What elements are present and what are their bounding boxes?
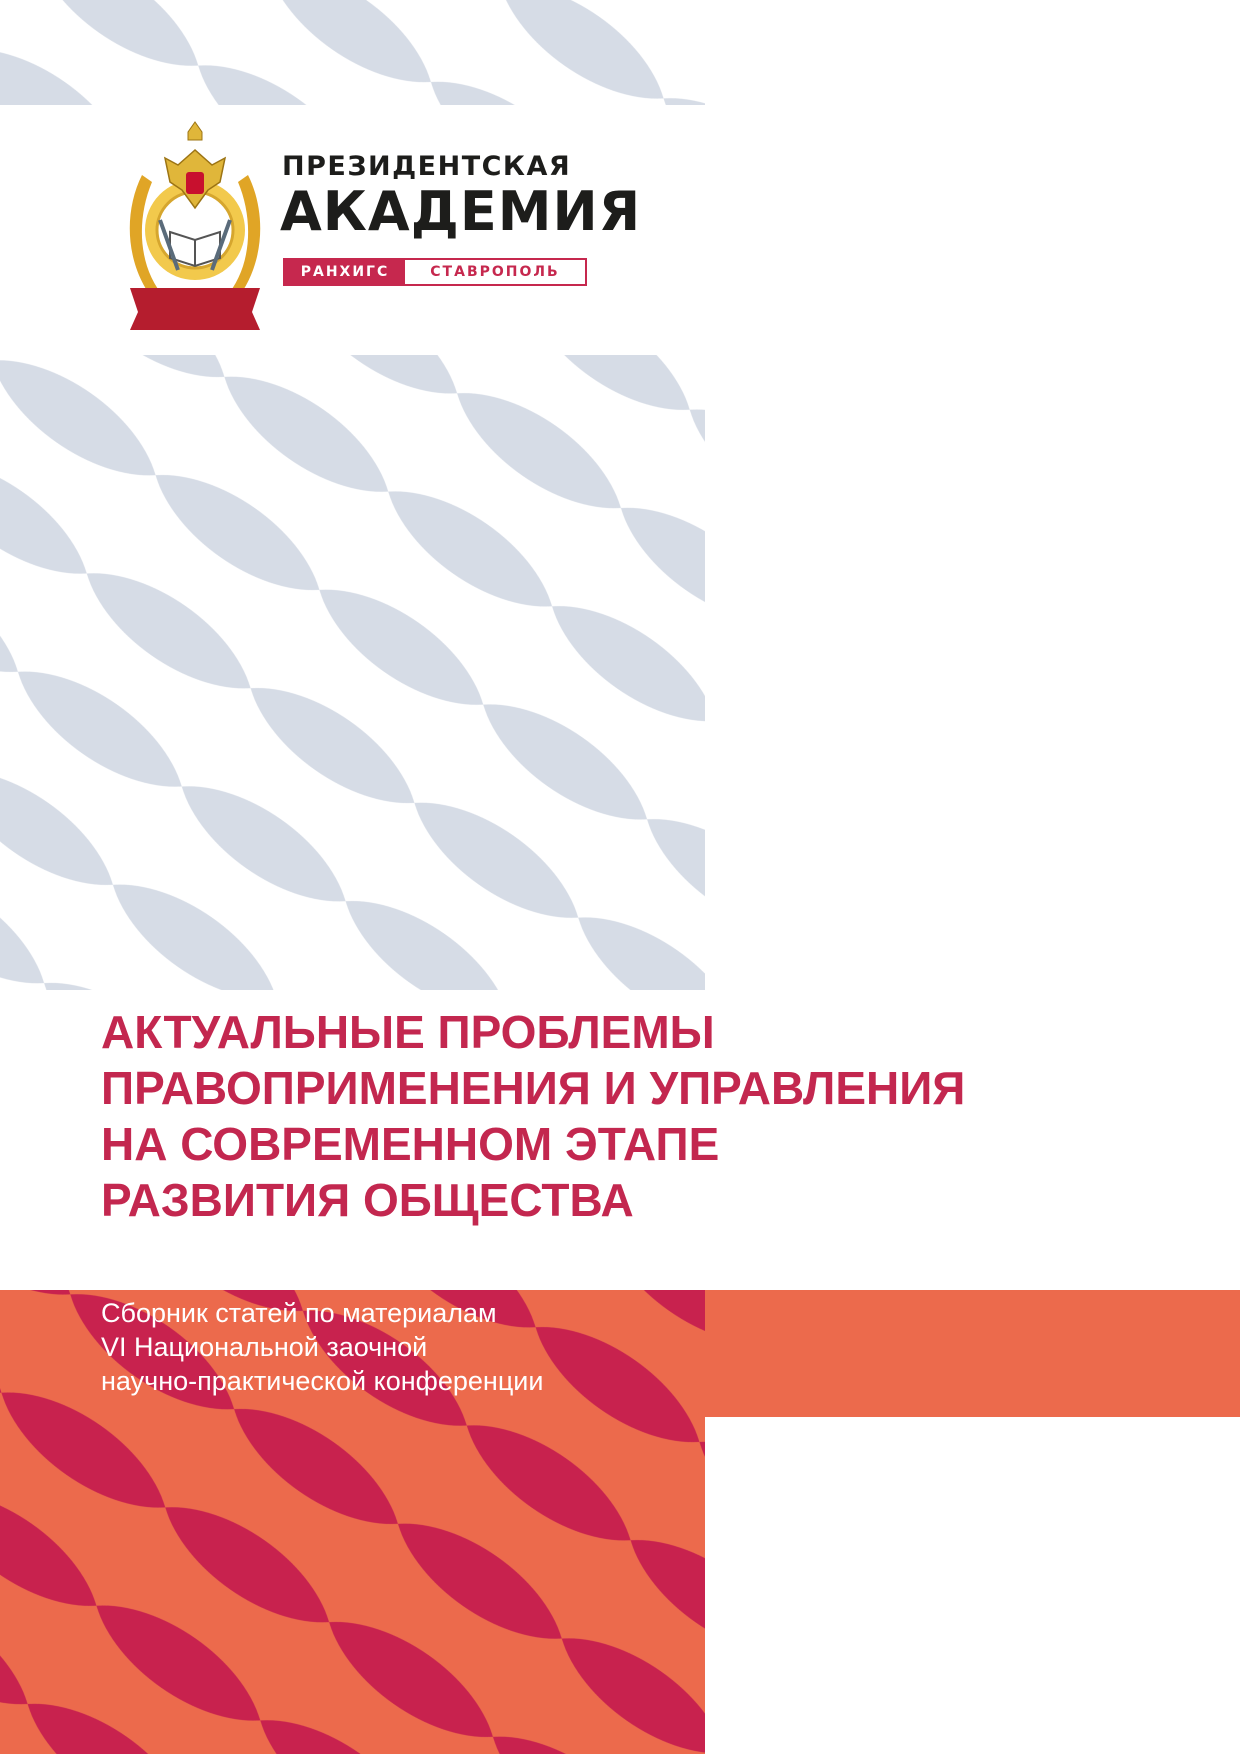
badge-ranepa: РАНХИГС — [285, 260, 405, 284]
badge-city: СТАВРОПОЛЬ — [405, 260, 585, 284]
title-line-2: ПРАВОПРИМЕНЕНИЯ И УПРАВЛЕНИЯ — [101, 1062, 966, 1114]
academy-logo — [120, 115, 642, 345]
subtitle-line-2: VI Национальной заочной — [101, 1332, 428, 1362]
academy-name-line2: АКАДЕМИЯ — [280, 180, 642, 243]
academy-name-line1: ПРЕЗИДЕНТСКАЯ — [282, 151, 572, 182]
title-line-4: РАЗВИТИЯ ОБЩЕСТВА — [101, 1174, 634, 1226]
subtitle-line-1: Сборник статей по материалам — [101, 1298, 497, 1328]
book-title — [101, 1004, 965, 1228]
ranepa-emblem-icon — [120, 120, 270, 335]
academy-badge — [283, 258, 587, 286]
book-subtitle — [101, 1296, 543, 1398]
subtitle-line-3: научно-практической конференции — [101, 1366, 544, 1396]
title-line-3: НА СОВРЕМЕННОМ ЭТАПЕ — [101, 1118, 720, 1170]
title-line-1: АКТУАЛЬНЫЕ ПРОБЛЕМЫ — [101, 1006, 715, 1058]
